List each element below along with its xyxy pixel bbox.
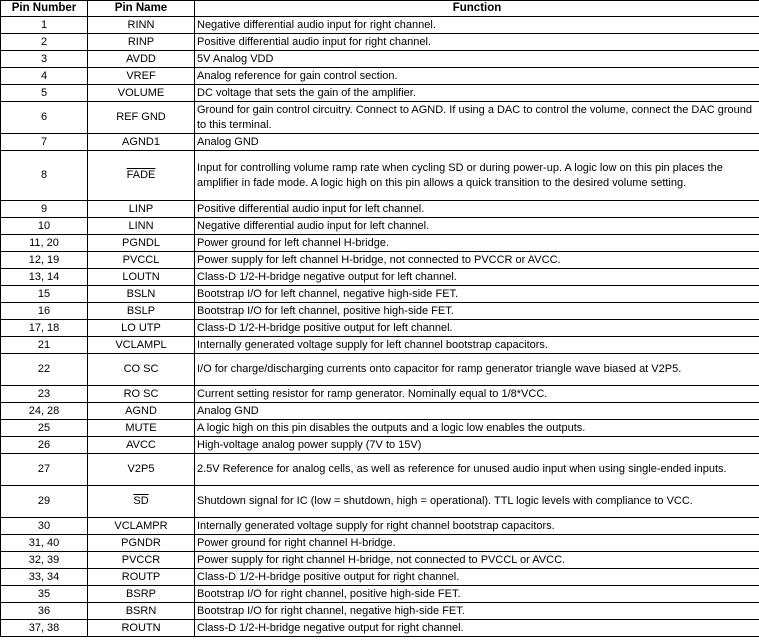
table-row xyxy=(1,386,759,403)
pin-number-header: Pin Number xyxy=(1,1,88,17)
pin-number-cell: 6 xyxy=(1,102,88,134)
pin-table-body xyxy=(1,17,759,637)
pin-function-cell: Analog reference for gain control section. xyxy=(195,68,759,85)
pin-name-cell: AGND xyxy=(88,403,195,420)
pin-name-cell: FADE xyxy=(88,151,195,201)
pin-function-cell: Class-D 1/2-H-bridge positive output for left channel. xyxy=(195,320,759,337)
table-row xyxy=(1,51,759,68)
pin-name-cell: LO UTP xyxy=(88,320,195,337)
pin-number-cell: 10 xyxy=(1,218,88,235)
pin-function-cell: Ground for gain control circuitry. Connect to AGND. If using a DAC to control the volume, connect the DAC ground to this terminal. xyxy=(195,102,759,134)
table-row xyxy=(1,420,759,437)
table-row xyxy=(1,303,759,320)
table-row xyxy=(1,320,759,337)
pin-function-cell: Bootstrap I/O for left channel, positive high-side FET. xyxy=(195,303,759,320)
pin-name-cell: PGNDL xyxy=(88,235,195,252)
pin-number-cell: 23 xyxy=(1,386,88,403)
table-row xyxy=(1,68,759,85)
table-header-row xyxy=(1,1,759,17)
pin-name-cell: VCLAMPL xyxy=(88,337,195,354)
pin-number-cell: 30 xyxy=(1,518,88,535)
pin-number-cell: 13, 14 xyxy=(1,269,88,286)
table-row xyxy=(1,337,759,354)
pin-function-cell: Power ground for left channel H-bridge. xyxy=(195,235,759,252)
pin-name-cell: LOUTN xyxy=(88,269,195,286)
pin-number-cell: 26 xyxy=(1,437,88,454)
pin-name-cell: VOLUME xyxy=(88,85,195,102)
table-row xyxy=(1,134,759,151)
pin-function-cell: Current setting resistor for ramp generator. Nominally equal to 1/8*VCC. xyxy=(195,386,759,403)
pin-name-cell: PVCCL xyxy=(88,252,195,269)
pin-function-cell: Bootstrap I/O for right channel, negative high-side FET. xyxy=(195,603,759,620)
table-row xyxy=(1,620,759,637)
table-row xyxy=(1,454,759,486)
pin-number-cell: 5 xyxy=(1,85,88,102)
pin-name-cell: ROUTP xyxy=(88,569,195,586)
table-row xyxy=(1,151,759,201)
table-row xyxy=(1,218,759,235)
pin-function-cell: Positive differential audio input for left channel. xyxy=(195,201,759,218)
pin-function-cell: Negative differential audio input for right channel. xyxy=(195,17,759,34)
table-row xyxy=(1,102,759,134)
table-row xyxy=(1,269,759,286)
pin-number-cell: 36 xyxy=(1,603,88,620)
pin-name-cell: RINN xyxy=(88,17,195,34)
table-row xyxy=(1,34,759,51)
pin-function-cell: Internally generated voltage supply for right channel bootstrap capacitors. xyxy=(195,518,759,535)
pin-number-cell: 27 xyxy=(1,454,88,486)
pin-name-cell: BSRP xyxy=(88,586,195,603)
pin-number-cell: 17, 18 xyxy=(1,320,88,337)
table-row xyxy=(1,603,759,620)
pin-number-cell: 22 xyxy=(1,354,88,386)
pin-number-cell: 1 xyxy=(1,17,88,34)
pin-number-cell: 33, 34 xyxy=(1,569,88,586)
pin-number-cell: 11, 20 xyxy=(1,235,88,252)
pin-function-cell: 5V Analog VDD xyxy=(195,51,759,68)
pin-function-cell: Class-D 1/2-H-bridge negative output for right channel. xyxy=(195,620,759,637)
pin-function-cell: Class-D 1/2-H-bridge negative output for left channel. xyxy=(195,269,759,286)
pin-name-cell: AGND1 xyxy=(88,134,195,151)
pin-function-cell: High-voltage analog power supply (7V to 15V) xyxy=(195,437,759,454)
pin-function-cell: Bootstrap I/O for left channel, negative high-side FET. xyxy=(195,286,759,303)
pin-name-cell: AVDD xyxy=(88,51,195,68)
pin-name-cell: AVCC xyxy=(88,437,195,454)
table-row xyxy=(1,486,759,518)
pin-function-cell: DC voltage that sets the gain of the amplifier. xyxy=(195,85,759,102)
pin-name-cell: RO SC xyxy=(88,386,195,403)
table-row xyxy=(1,235,759,252)
pin-function-cell: Shutdown signal for IC (low = shutdown, high = operational). TTL logic levels with compliance to VCC. xyxy=(195,486,759,518)
pin-function-cell: Bootstrap I/O for right channel, positive high-side FET. xyxy=(195,586,759,603)
pin-number-cell: 8 xyxy=(1,151,88,201)
pin-name-cell: V2P5 xyxy=(88,454,195,486)
pin-number-cell: 24, 28 xyxy=(1,403,88,420)
pin-function-cell: Analog GND xyxy=(195,403,759,420)
pin-number-cell: 4 xyxy=(1,68,88,85)
table-row xyxy=(1,518,759,535)
pin-function-cell: I/O for charge/discharging currents onto capacitor for ramp generator triangle wave biased at V2P5. xyxy=(195,354,759,386)
pin-number-cell: 16 xyxy=(1,303,88,320)
pin-name-cell: ROUTN xyxy=(88,620,195,637)
pin-function-cell: Power supply for left channel H-bridge, not connected to PVCCR or AVCC. xyxy=(195,252,759,269)
table-row xyxy=(1,201,759,218)
pin-function-cell: 2.5V Reference for analog cells, as well as reference for unused audio input when using single-ended inputs. xyxy=(195,454,759,486)
pin-function-cell: Positive differential audio input for right channel. xyxy=(195,34,759,51)
pin-name-cell: PGNDR xyxy=(88,535,195,552)
pin-name-cell: PVCCR xyxy=(88,552,195,569)
pin-function-cell: A logic high on this pin disables the outputs and a logic low enables the outputs. xyxy=(195,420,759,437)
pin-number-cell: 29 xyxy=(1,486,88,518)
pin-number-cell: 32, 39 xyxy=(1,552,88,569)
pin-function-cell: Analog GND xyxy=(195,134,759,151)
pin-number-cell: 31, 40 xyxy=(1,535,88,552)
table-row xyxy=(1,535,759,552)
table-row xyxy=(1,17,759,34)
pin-name-cell: VCLAMPR xyxy=(88,518,195,535)
pin-number-cell: 2 xyxy=(1,34,88,51)
table-row xyxy=(1,286,759,303)
pin-function-cell: Class-D 1/2-H-bridge positive output for right channel. xyxy=(195,569,759,586)
pin-function-cell: Internally generated voltage supply for left channel bootstrap capacitors. xyxy=(195,337,759,354)
function-header: Function xyxy=(195,1,759,17)
table-row xyxy=(1,569,759,586)
pin-number-cell: 15 xyxy=(1,286,88,303)
table-row xyxy=(1,252,759,269)
pin-number-cell: 12, 19 xyxy=(1,252,88,269)
pin-name-cell: BSRN xyxy=(88,603,195,620)
pin-name-cell: BSLN xyxy=(88,286,195,303)
pin-function-cell: Negative differential audio input for left channel. xyxy=(195,218,759,235)
table-row xyxy=(1,586,759,603)
pin-number-cell: 21 xyxy=(1,337,88,354)
pin-number-cell: 25 xyxy=(1,420,88,437)
pin-name-cell: MUTE xyxy=(88,420,195,437)
pin-name-header: Pin Name xyxy=(88,1,195,17)
pin-name-cell: BSLP xyxy=(88,303,195,320)
table-row xyxy=(1,354,759,386)
pin-name-cell: REF GND xyxy=(88,102,195,134)
pin-number-cell: 7 xyxy=(1,134,88,151)
pin-number-cell: 37, 38 xyxy=(1,620,88,637)
pin-number-cell: 35 xyxy=(1,586,88,603)
table-row xyxy=(1,85,759,102)
pin-number-cell: 3 xyxy=(1,51,88,68)
pin-name-cell: $\overline{SD}$ xyxy=(88,486,195,518)
table-row xyxy=(1,403,759,420)
pin-name-cell: RINP xyxy=(88,34,195,51)
pin-number-cell: 9 xyxy=(1,201,88,218)
pin-name-cell: LINP xyxy=(88,201,195,218)
table-row xyxy=(1,552,759,569)
pin-name-cell: VREF xyxy=(88,68,195,85)
pin-name-cell: CO SC xyxy=(88,354,195,386)
pin-function-cell: Power ground for right channel H-bridge. xyxy=(195,535,759,552)
pin-function-cell: Input for controlling volume ramp rate when cycling SD or during power-up. A logic low on this pin places the amplifier in fade mode. A logic high on this pin allows a quick transition to the desired volume setting. xyxy=(195,151,759,201)
pin-function-cell: Power supply for right channel H-bridge, not connected to PVCCL or AVCC. xyxy=(195,552,759,569)
pin-name-cell: LINN xyxy=(88,218,195,235)
table-row xyxy=(1,437,759,454)
